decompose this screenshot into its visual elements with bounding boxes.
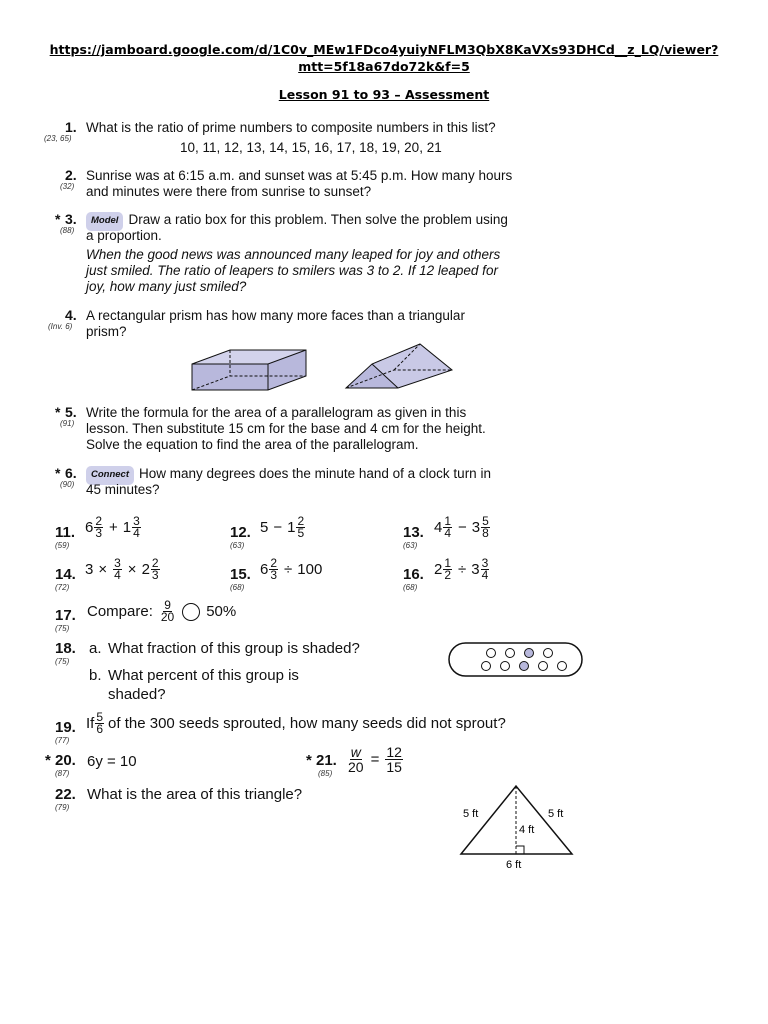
q6-line2: 45 minutes? — [86, 482, 160, 497]
q13-ref: (63) — [403, 541, 418, 550]
group-circle — [506, 649, 515, 658]
q18b-line1: What percent of this group is — [108, 667, 299, 684]
q5-ref: (91) — [60, 419, 75, 428]
q11-ref: (59) — [55, 541, 70, 550]
q17-expression: Compare: $\frac{9}{20}$ 50% — [87, 598, 237, 624]
q21-fraction2: $\frac{12}{15}$ — [386, 744, 402, 775]
q2-line2: and minutes were there from sunrise to sunset? — [86, 184, 372, 199]
q15-fraction: $\frac{2}{3}$ — [270, 556, 278, 582]
q6-star: * — [55, 465, 61, 481]
q3-star: * — [55, 211, 61, 227]
q11-fraction1: $\frac{2}{3}$ — [95, 514, 103, 540]
q2-line1: Sunrise was at 6:15 a.m. and sunset was at 5:45 p.m. How many hours — [86, 168, 513, 183]
q19-ref: (77) — [55, 736, 70, 745]
jamboard-url-line2[interactable]: mtt=5f18a67do72k&f=5 — [298, 59, 470, 74]
group-oval — [449, 643, 582, 676]
q6-number: 6. — [65, 465, 77, 481]
q14-fraction1: $\frac{3}{4}$ — [114, 556, 121, 582]
q15-expression: 6 $\frac{2}{3}$ ÷ 100 — [260, 556, 323, 582]
q17-number: 17. — [55, 607, 76, 624]
q4-line2: prism? — [86, 324, 127, 339]
q22-text: What is the area of this triangle? — [87, 786, 303, 803]
q21-star: * — [306, 752, 312, 769]
q3-line2: a proportion. — [86, 228, 162, 243]
q16-expression: 2 $\frac{1}{2}$ ÷ 3 $\frac{3}{4}$ — [434, 556, 489, 582]
q3-story-line1: When the good news was announced many leaped for joy and others — [86, 247, 501, 262]
q2-ref: (32) — [60, 182, 75, 191]
q4-ref: (Inv. 6) — [48, 322, 73, 331]
q20-number: 20. — [55, 752, 76, 769]
q21-number: 21. — [316, 752, 337, 769]
triangle-figure — [455, 782, 585, 874]
q15-ref: (68) — [230, 583, 245, 592]
group-circle — [482, 662, 491, 671]
q11-number: 11. — [55, 524, 76, 541]
q19-number: 19. — [55, 719, 76, 736]
q16-fraction1: $\frac{1}{2}$ — [444, 556, 452, 582]
q13-number: 13. — [403, 524, 424, 541]
q13-fraction2: $\frac{5}{8}$ — [482, 514, 489, 540]
q20-ref: (87) — [55, 769, 70, 778]
q5-line3: Solve the equation to find the area of the parallelogram. — [86, 437, 419, 452]
shaded-group-figure — [448, 642, 584, 678]
model-badge: Model — [86, 212, 123, 231]
q5-number: 5. — [65, 404, 77, 420]
q4-line1: A rectangular prism has how many more faces than a triangular — [86, 308, 465, 323]
q21-ref: (85) — [318, 769, 333, 778]
q16-number: 16. — [403, 566, 424, 583]
q5-line1: Write the formula for the area of a parallelogram as given in this — [86, 405, 467, 420]
connect-badge: Connect — [86, 466, 134, 485]
q18b-label: b. — [89, 667, 102, 684]
q17-ref: (75) — [55, 624, 70, 633]
right-angle-marker — [516, 846, 524, 854]
q12-ref: (63) — [230, 541, 245, 550]
q6-ref: (90) — [60, 480, 75, 489]
q14-ref: (72) — [55, 583, 70, 592]
q11-expression: 6 $\frac{2}{3}$ + 1 $\frac{3}{4}$ — [85, 514, 140, 540]
q14-fraction2: $\frac{2}{3}$ — [151, 556, 159, 582]
q21-equation: $\frac{w}{20}$ = $\frac{12}{15}$ — [348, 744, 402, 775]
q16-fraction2: $\frac{3}{4}$ — [481, 556, 489, 582]
q22-number: 22. — [55, 786, 76, 803]
q12-number: 12. — [230, 524, 251, 541]
triangle-right-side-label: 5 ft — [548, 808, 564, 820]
q3-story-line2: just smiled. The ratio of leapers to smilers was 3 to 2. If 12 leaped for — [86, 263, 498, 278]
q1-ref: (23, 65) — [44, 134, 72, 143]
q3-ref: (88) — [60, 226, 75, 235]
group-circle — [539, 662, 548, 671]
q21-fraction1: $\frac{w}{20}$ — [348, 744, 364, 775]
compare-circle[interactable] — [182, 603, 200, 621]
q12-fraction: $\frac{2}{5}$ — [297, 514, 305, 540]
q19-fraction: $\frac{5}{6}$ — [96, 710, 104, 736]
group-circle-shaded — [525, 649, 534, 658]
group-circle — [544, 649, 553, 658]
q11-fraction2: $\frac{3}{4}$ — [133, 514, 140, 540]
q16-ref: (68) — [403, 583, 418, 592]
q5-star: * — [55, 404, 61, 420]
q1-text: What is the ratio of prime numbers to composite numbers in this list? — [86, 120, 496, 135]
rectangular-prism-figure — [190, 348, 310, 392]
q15-number: 15. — [230, 566, 251, 583]
q20-star: * — [45, 752, 51, 769]
q3-story-line3: joy, how many just smiled? — [86, 279, 247, 294]
page-title: Lesson 91 to 93 – Assessment — [278, 87, 490, 102]
q5-line2: lesson. Then substitute 15 cm for the base and 4 cm for the height. — [86, 421, 486, 436]
group-circle — [558, 662, 567, 671]
q4-number: 4. — [65, 307, 77, 323]
q2-number: 2. — [65, 167, 77, 183]
triangle-height-label: 4 ft — [519, 824, 535, 836]
q18-number: 18. — [55, 640, 76, 657]
q20-equation: 6y = 10 — [87, 753, 137, 770]
q19-text: If $\frac{5}{6}$ of the 300 seeds sprouted, how many seeds did not sprout? — [86, 710, 506, 736]
q3-line1-text: Draw a ratio box for this problem. Then solve the problem using — [128, 212, 508, 227]
q3-number: 3. — [65, 211, 77, 227]
group-circle — [501, 662, 510, 671]
q18a-text: What fraction of this group is shaded? — [108, 640, 360, 657]
q1-number: 1. — [65, 119, 77, 135]
jamboard-url-line1[interactable]: https://jamboard.google.com/d/1C0v_MEw1FDco4yuiyNFLM3QbX8KaVXs93DHCd__z_LQ/viewer? — [49, 42, 719, 57]
q18-ref: (75) — [55, 657, 70, 666]
q17-fraction: $\frac{9}{20}$ — [160, 598, 175, 624]
q6-line1-text: How many degrees does the minute hand of a clock turn in — [139, 466, 491, 481]
q1-list: 10, 11, 12, 13, 14, 15, 16, 17, 18, 19, 20, 21 — [180, 140, 442, 155]
q13-expression: 4 $\frac{1}{4}$ − 3 $\frac{5}{8}$ — [434, 514, 489, 540]
q18a-label: a. — [89, 640, 102, 657]
q13-fraction1: $\frac{1}{4}$ — [444, 514, 452, 540]
q12-expression: 5 − 1 $\frac{2}{5}$ — [260, 514, 305, 540]
triangular-prism-figure — [344, 342, 456, 390]
group-circle-shaded — [520, 662, 529, 671]
q22-ref: (79) — [55, 803, 70, 812]
q14-expression: 3 × $\frac{3}{4}$ × 2 $\frac{2}{3}$ — [85, 556, 159, 582]
triangle-left-side-label: 5 ft — [463, 808, 479, 820]
group-circle — [487, 649, 496, 658]
triangle-base-label: 6 ft — [506, 859, 522, 871]
q18b-line2: shaded? — [108, 686, 166, 703]
q14-number: 14. — [55, 566, 76, 583]
